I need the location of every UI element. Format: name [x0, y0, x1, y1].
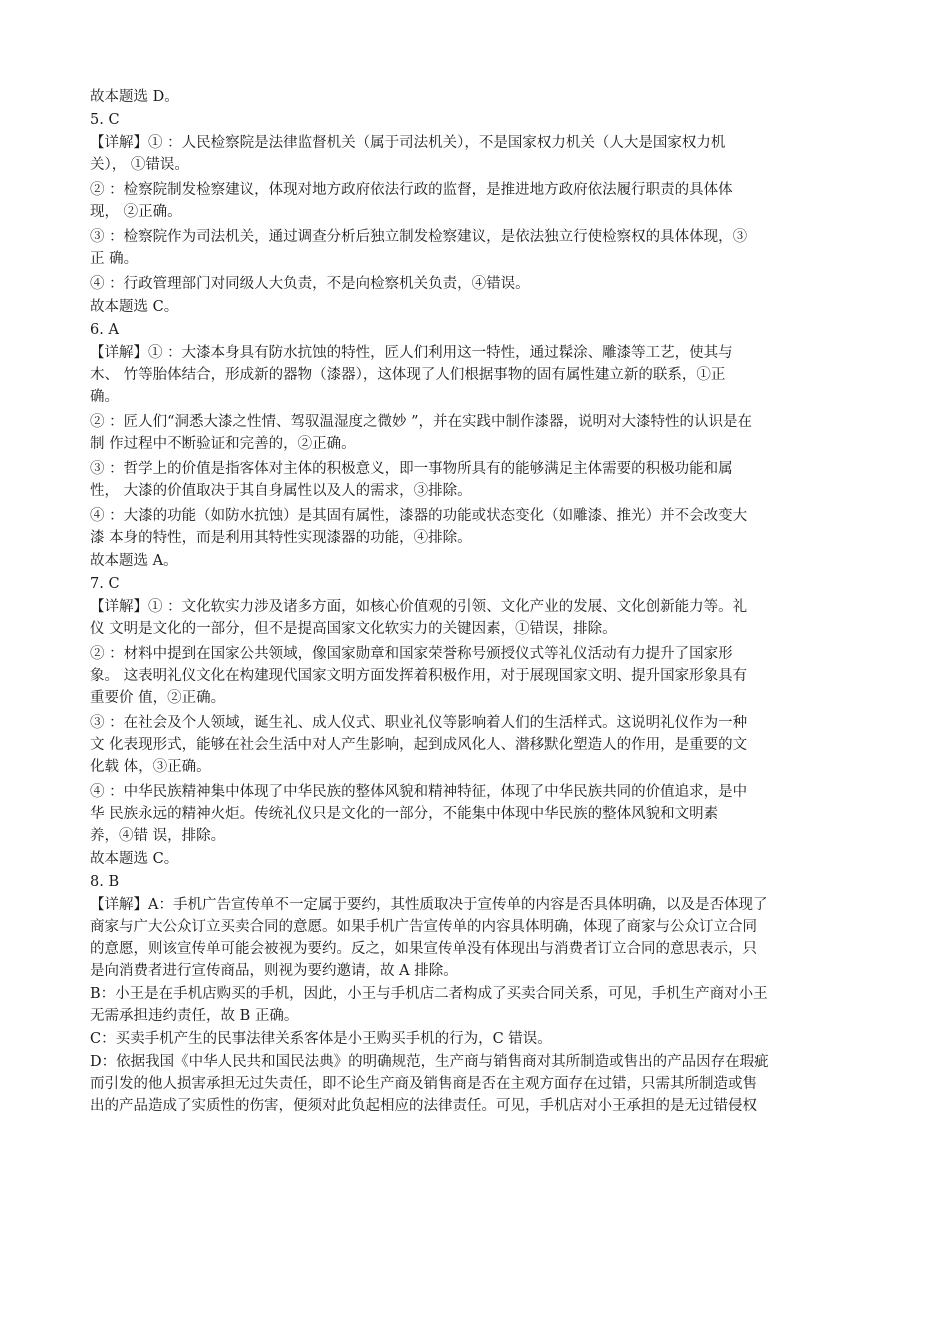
text-line: D：依据我国《中华人民共和国民法典》的明确规范，生产商与销售商对其所制造或售出的产品因存在瑕疵 [90, 1054, 769, 1070]
text-line: ④ ：行政管理部门对同级人大负责，不是向检察机关负责，④错误。 [90, 276, 530, 292]
paragraph [90, 894, 870, 982]
paragraph [90, 712, 870, 778]
text-line: 故本题选 D。 [90, 89, 179, 105]
text-line: 华 民族永远的精神火炬。传统礼仪只是文化的一部分，不能集中体现中华民族的整体风貌和文明素 [90, 806, 719, 822]
text-line: 化载 体，③正确。 [90, 759, 211, 775]
text-line: 木、 竹等胎体结合，形成新的器物（漆器），这体现了人们根据事物的固有属性建立新的联系，①正 [90, 367, 726, 383]
text-line: ③ ：哲学上的价值是指客体对主体的积极意义，即一事物所具有的能够满足主体需要的积极功能和属 [90, 461, 733, 477]
text-line: 故本题选 A。 [90, 553, 178, 569]
text-line: 无需承担违约责任，故 B 正确。 [90, 1008, 299, 1024]
paragraph [90, 342, 870, 408]
text-line: 是向消费者进行宣传商品，则视为要约邀请，故 A 排除。 [90, 963, 458, 979]
text-line: 漆 本身的特性，而是利用其特性实现漆器的功能，④排除。 [90, 530, 472, 546]
paragraph [90, 505, 870, 549]
text-line: ④ ：中华民族精神集中体现了中华民族的整体风貌和精神特征，体现了中华民族共同的价值追求，是中 [90, 784, 748, 800]
text-line: 象。 这表明礼仪文化在构建现代国家文明方面发挥着积极作用，对于展现国家文明、提升国家形象具有 [90, 668, 748, 684]
text-line: 【详解】① ：大漆本身具有防水抗蚀的特性，匠人们利用这一特性，通过髹涂、雕漆等工艺，使其与 [90, 345, 733, 361]
text-line: 8. B [90, 874, 120, 890]
paragraph [90, 643, 870, 709]
paragraph [90, 411, 870, 455]
paragraph [90, 983, 870, 1027]
text-line: B：小王是在手机店购买的手机，因此，小王与手机店二者构成了买卖合同关系，可见，手机生产商对小王 [90, 986, 768, 1002]
paragraph [90, 132, 870, 176]
text-line: 而引发的他人损害承担无过失责任，即不论生产商及销售商是否在主观方面存在过错，只需其所制造或售 [90, 1076, 757, 1092]
paragraph [90, 458, 870, 502]
text-line: 出的产品造成了实质性的伤害，便须对此负起相应的法律责任。可见，手机店对小王承担的是无过错侵权 [90, 1098, 757, 1114]
text-line: 故本题选 C。 [90, 851, 179, 867]
text-line: 性， 大漆的价值取决于其自身属性以及人的需求，③排除。 [90, 483, 472, 499]
text-line: 关）， ①错误。 [90, 157, 189, 173]
question-number [90, 573, 870, 595]
text-line: ② ：检察院制发检察建议，体现对地方政府依法行政的监督，是推进地方政府依法履行职责的具体体 [90, 182, 733, 198]
paragraph [90, 550, 870, 572]
text-line: 文 化表现形式，能够在社会生活中对人产生影响，起到成风化人、潜移默化塑造人的作用，是重要的文 [90, 737, 748, 753]
text-line: ② ：材料中提到在国家公共领域，像国家勋章和国家荣誉称号颁授仪式等礼仪活动有力提升了国家形 [90, 646, 733, 662]
paragraph [90, 596, 870, 640]
text-line: C：买卖手机产生的民事法律关系客体是小王购买手机的行为，C 错误。 [90, 1031, 552, 1047]
document-page [90, 86, 870, 1118]
paragraph [90, 179, 870, 223]
paragraph [90, 226, 870, 270]
text-line: 6. A [90, 322, 119, 338]
text-line: 重要价 值，②正确。 [90, 690, 226, 706]
question-number [90, 319, 870, 341]
text-line: 故本题选 C。 [90, 299, 179, 315]
text-line: 现， ②正确。 [90, 204, 182, 220]
text-line: 的意愿，则该宣传单可能会被视为要约。反之，如果宣传单没有体现出与消费者订立合同的意思表示，只 [90, 941, 757, 957]
paragraph [90, 86, 870, 108]
text-line: 5. C [90, 112, 120, 128]
text-line: 正 确。 [90, 251, 139, 267]
text-line: 仪 文明是文化的一部分，但不是提高国家文化软实力的关键因素，①错误，排除。 [90, 621, 617, 637]
text-line: 确。 [90, 389, 119, 405]
text-line: ③ ：检察院作为司法机关，通过调查分析后独立制发检察建议，是依法独立行使检察权的具体体现，③ [90, 229, 748, 245]
text-line: 制 作过程中不断验证和完善的，②正确。 [90, 436, 356, 452]
text-line: 【详解】① ：人民检察院是法律监督机关（属于司法机关），不是国家权力机关（人大是国家权力机 [90, 135, 726, 151]
paragraph [90, 781, 870, 847]
text-line: 商家与广大公众订立买卖合同的意愿。如果手机广告宣传单的内容具体明确，体现了商家与公众订立合同 [90, 919, 757, 935]
text-line: 7. C [90, 576, 120, 592]
question-number [90, 871, 870, 893]
question-number [90, 109, 870, 131]
text-line: ③ ：在社会及个人领域，诞生礼、成人仪式、职业礼仪等影响着人们的生活样式。这说明礼仪作为一种 [90, 715, 748, 731]
text-line: ② ：匠人们“洞悉大漆之性情、驾驭温湿度之微妙 ”，并在实践中制作漆器，说明对大漆特性的认识是在 [90, 414, 753, 430]
paragraph [90, 296, 870, 318]
text-line: 【详解】A：手机广告宣传单不一定属于要约，其性质取决于宣传单的内容是否具体明确，以及是否体现了 [90, 897, 768, 913]
text-line: 【详解】① ：文化软实力涉及诸多方面，如核心价值观的引领、文化产业的发展、文化创新能力等。礼 [90, 599, 748, 615]
paragraph [90, 1028, 870, 1050]
paragraph [90, 848, 870, 870]
text-line: ④ ：大漆的功能（如防水抗蚀）是其固有属性，漆器的功能或状态变化（如雕漆、推光）并不会改变大 [90, 508, 748, 524]
paragraph [90, 273, 870, 295]
text-line: 养，④错 误，排除。 [90, 828, 226, 844]
paragraph [90, 1051, 870, 1117]
